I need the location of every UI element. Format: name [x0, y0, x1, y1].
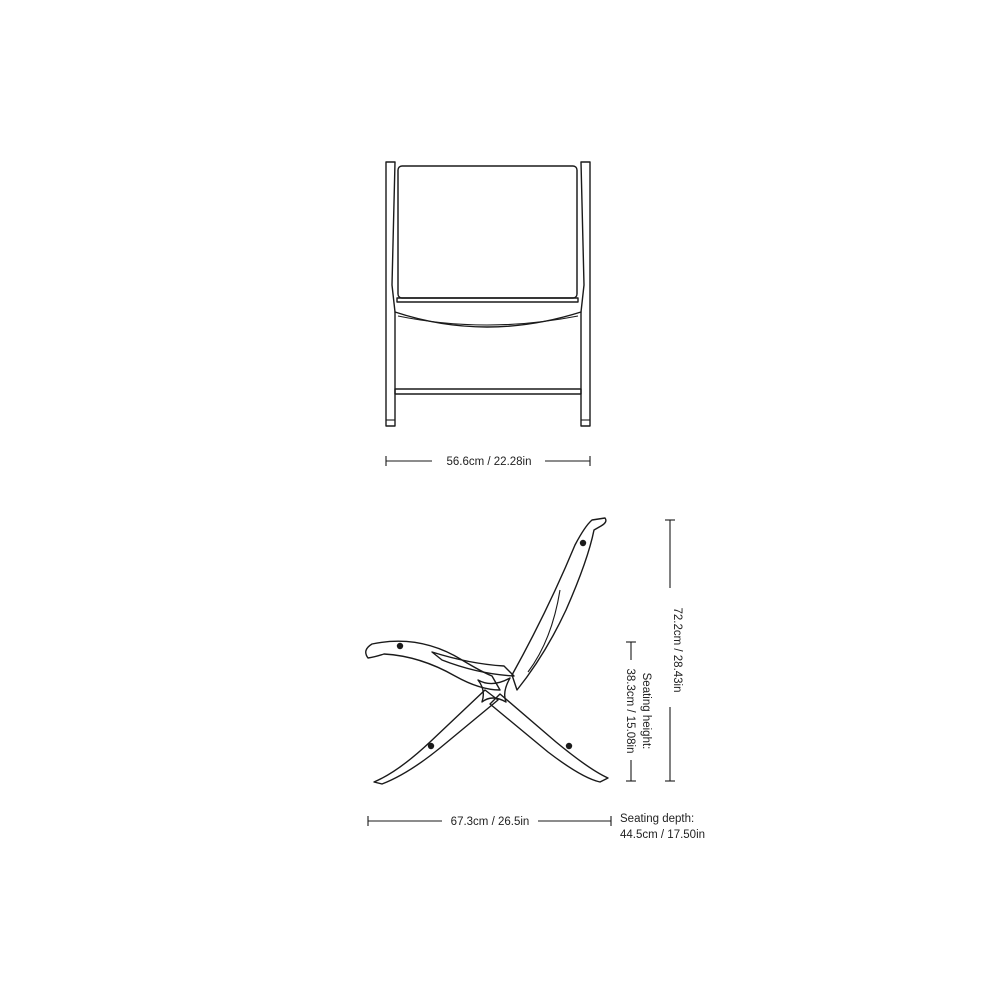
seating-depth-note — [620, 813, 705, 841]
front-stretcher — [395, 389, 581, 394]
side-height-label: 72.2cm / 28.43in — [671, 607, 683, 693]
seating-height-dimension — [624, 642, 652, 781]
front-width-dimension — [386, 456, 590, 468]
side-front-leg — [374, 690, 498, 784]
seating-depth-title: Seating depth: — [620, 813, 695, 825]
bolt-rear-leg — [566, 743, 572, 749]
side-height-dimension — [665, 520, 683, 781]
seating-depth-value: 44.5cm / 17.50in — [620, 829, 706, 841]
side-seat-sling — [432, 652, 514, 676]
front-backrest — [398, 166, 577, 298]
front-seat-edge — [397, 298, 578, 302]
side-depth-label: 67.3cm / 26.5in — [450, 816, 530, 828]
front-left-post — [386, 162, 395, 426]
bolt-arm — [397, 643, 403, 649]
front-right-post — [581, 162, 590, 426]
bolt-front-leg — [428, 743, 434, 749]
side-back-frame — [512, 518, 606, 690]
side-rear-leg — [490, 694, 608, 782]
seating-height-title: Seating height: — [640, 672, 652, 750]
chair-side-view — [366, 518, 608, 784]
front-width-label: 56.6cm / 22.28in — [446, 456, 532, 468]
seating-height-value: 38.3cm / 15.08in — [624, 668, 636, 754]
chair-front-view — [386, 162, 590, 426]
side-depth-dimension — [368, 816, 611, 828]
bolt-top — [580, 540, 586, 546]
